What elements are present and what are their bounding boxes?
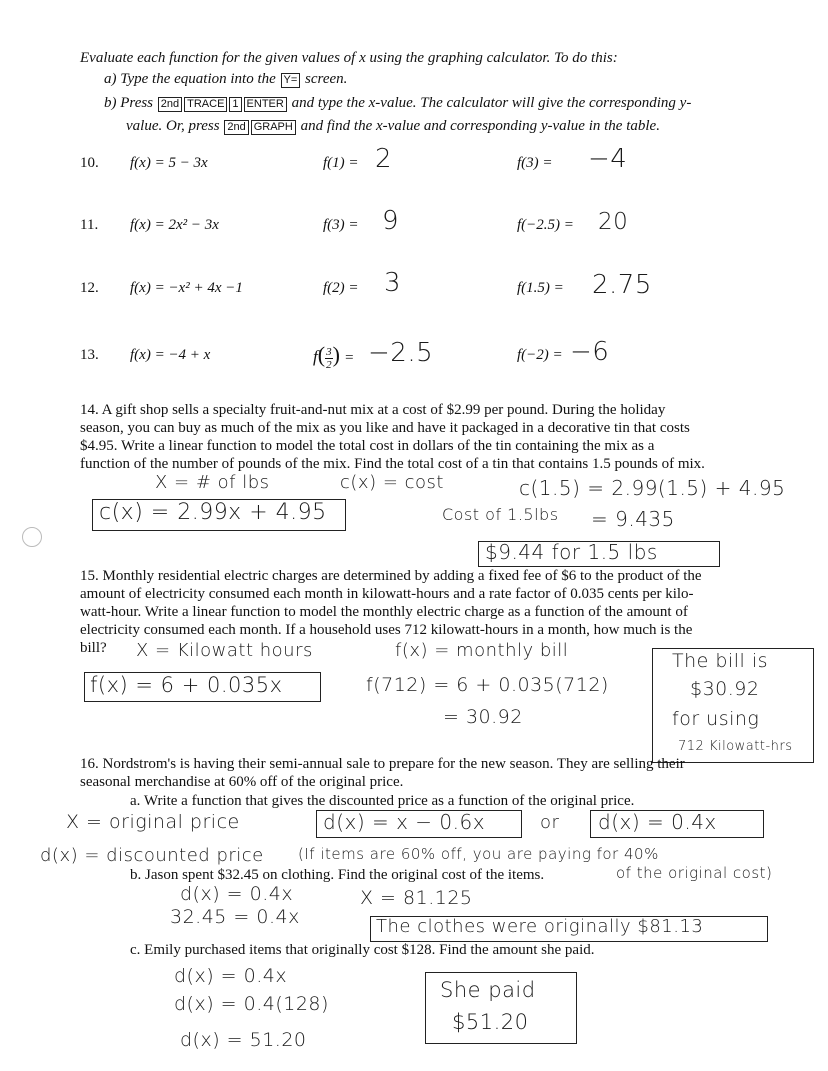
key-2nd-b: 2nd — [224, 120, 248, 135]
instructions-intro: Evaluate each function for the given values of x using the graphing calculator. To do this: — [80, 50, 618, 66]
hw-final-answer-line: $51.20 — [452, 1010, 529, 1034]
q15-line: watt-hour. Write a linear function to model the monthly electric charge as a function of the amount of — [80, 604, 688, 620]
fraction: $\frac{3}{2}$ — [326, 345, 332, 371]
hw-calculation: f(712) = 6 + 0.035(712) — [366, 674, 609, 696]
instruction-step-b: b) Press 2nd TRACE 1 ENTER and type the x-value. The calculator will give the corresponding y- — [104, 95, 692, 111]
q14-line: 14. A gift shop sells a specialty fruit-and-nut mix at a cost of $2.99 per pound. During the holiday — [80, 402, 666, 418]
handwritten-answer: −6 — [570, 337, 610, 367]
hw-work: d(x) = 0.4(128) — [174, 993, 329, 1015]
key-1: 1 — [229, 97, 241, 112]
evaluation-prompt: f(−2.5) = — [517, 217, 574, 233]
handwritten-answer: −2.5 — [368, 338, 434, 368]
handwritten-answer: 9 — [382, 206, 400, 236]
hw-function: d(x) = x − 0.6x — [323, 810, 486, 834]
hw-linear-function: c(x) = 2.99x + 4.95 — [99, 500, 327, 525]
q15-line: amount of electricity consumed each month in kilowatt-hours and a rate factor of 0.035 cents per kilo- — [80, 586, 694, 602]
evaluation-prompt: f(1) = — [323, 155, 359, 171]
hw-calculation: c(1.5) = 2.99(1.5) + 4.95 — [519, 476, 786, 500]
function-expression: f(x) = −x² + 4x −1 — [130, 280, 243, 296]
hw-final-answer-line: She paid — [440, 978, 536, 1002]
hw-or: or — [540, 812, 560, 833]
problem-number: 12. — [80, 280, 99, 296]
handwritten-answer: −4 — [588, 144, 628, 174]
hw-function-definition: c(x) = cost — [340, 472, 444, 493]
instruction-step-a: a) Type the equation into the Y= screen. — [104, 71, 348, 87]
hw-variable-definition: X = original price — [66, 811, 240, 833]
hw-result: = 9.435 — [591, 507, 675, 531]
handwritten-answer: 20 — [598, 209, 629, 235]
key-2nd: 2nd — [158, 97, 182, 112]
hw-label: Cost of 1.5lbs — [442, 505, 559, 524]
evaluation-prompt: f(1.5) = — [517, 280, 564, 296]
q14-line: season, you can buy as much of the mix as you like and have it packaged in a decorative tin that costs — [80, 420, 690, 436]
key-enter: ENTER — [244, 97, 287, 112]
problem-number: 10. — [80, 155, 99, 171]
hw-final-answer-line: $30.92 — [690, 678, 760, 700]
hw-work: d(x) = 0.4x — [180, 883, 294, 905]
evaluation-prompt: f(3) = — [323, 217, 359, 233]
q16-line: seasonal merchandise at 60% off of the original price. — [80, 774, 404, 790]
hw-function-definition: f(x) = monthly bill — [395, 640, 569, 661]
hw-work: X = 81.125 — [360, 887, 473, 909]
hw-variable-definition: X = Kilowatt hours — [136, 640, 313, 661]
evaluation-prompt: f(−2) = — [517, 347, 563, 363]
q15-line: electricity consumed each month. If a household uses 712 kilowatt-hours in a month, how much is the — [80, 622, 693, 638]
q14-line: function of the number of pounds of the mix. Find the total cost of a tin that contains 1.5 pounds of mix. — [80, 456, 705, 472]
hw-linear-function: f(x) = 6 + 0.035x — [90, 673, 283, 697]
q16-part-c: c. Emily purchased items that originally cost $128. Find the amount she paid. — [130, 942, 595, 958]
function-expression: f(x) = 5 − 3x — [130, 155, 208, 171]
q16-line: 16. Nordstrom's is having their semi-annual sale to prepare for the new season. They are selling their — [80, 756, 685, 772]
q14-line: $4.95. Write a linear function to model the total cost in dollars of the tin containing the mix as a — [80, 438, 655, 454]
hw-function-definition: d(x) = discounted price — [40, 845, 264, 866]
q15-line: 15. Monthly residential electric charges are determined by adding a fixed fee of $6 to the product of the — [80, 568, 702, 584]
handwritten-answer: 2.75 — [592, 270, 652, 300]
hw-final-answer-line: for using — [672, 708, 760, 730]
handwritten-answer: 2 — [375, 144, 393, 174]
key-y-equals: Y= — [281, 73, 301, 88]
hw-final-answer: The clothes were originally $81.13 — [376, 916, 704, 937]
q16-part-b: b. Jason spent $32.45 on clothing. Find the original cost of the items. — [130, 867, 545, 883]
hw-work: 32.45 = 0.4x — [170, 906, 300, 928]
key-trace: TRACE — [184, 97, 227, 112]
problem-number: 11. — [80, 217, 99, 233]
function-expression: f(x) = 2x² − 3x — [130, 217, 219, 233]
evaluation-prompt: f(2) = — [323, 280, 359, 296]
hw-note: (If items are 60% off, you are paying for 40% — [298, 845, 659, 863]
hw-final-answer-line: The bill is — [672, 650, 768, 672]
hw-variable-definition: X = # of lbs — [155, 472, 270, 493]
evaluation-prompt: f(3) = — [517, 155, 553, 171]
hw-final-answer: $9.44 for 1.5 lbs — [485, 540, 658, 564]
scan-mark — [22, 527, 42, 547]
function-expression: f(x) = −4 + x — [130, 347, 211, 363]
hw-function: d(x) = 0.4x — [598, 810, 717, 834]
evaluation-prompt-fraction: f( $\frac{3}{2}$ ) = — [313, 342, 355, 371]
problem-number: 13. — [80, 347, 99, 363]
hw-final-answer-line: 712 Kilowatt-hrs — [678, 739, 793, 754]
q16-part-a: a. Write a function that gives the discounted price as a function of the original price. — [130, 793, 635, 809]
instruction-step-b-cont: value. Or, press 2nd GRAPH and find the x-value and corresponding y-value in the table. — [126, 118, 660, 134]
handwritten-answer: 3 — [384, 268, 402, 298]
hw-result: = 30.92 — [443, 706, 523, 728]
hw-work: d(x) = 51.20 — [180, 1029, 307, 1051]
key-graph: GRAPH — [251, 120, 296, 135]
hw-note: of the original cost) — [616, 864, 773, 882]
q15-line: bill? — [80, 640, 107, 656]
hw-work: d(x) = 0.4x — [174, 965, 288, 987]
